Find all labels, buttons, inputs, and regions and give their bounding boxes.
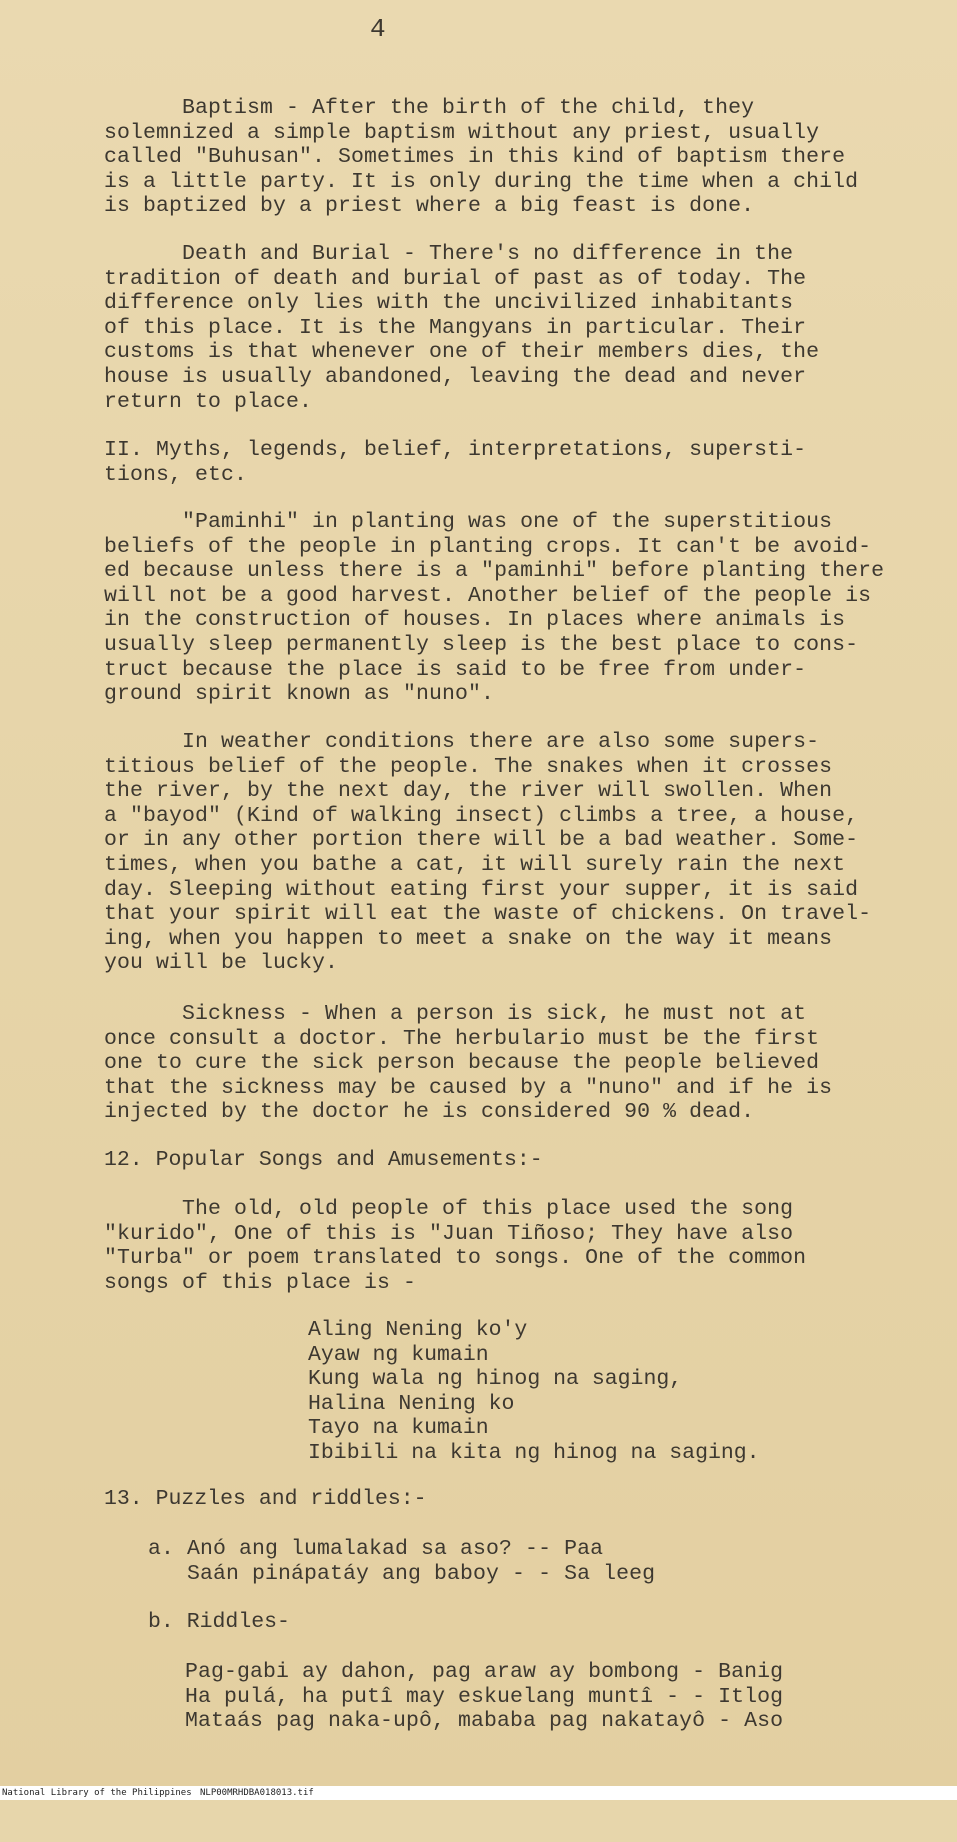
section-11-heading: [104, 438, 934, 487]
text-line: "Turba" or poem translated to songs. One of the common: [104, 1246, 807, 1271]
text-line: Death and Burial - There's no difference in the: [104, 242, 794, 266]
footer-filename: NLP00MRHDBA018013.tif: [200, 1788, 314, 1798]
paragraph-death-burial: [104, 242, 934, 414]
text-line: ground spirit known as "nuno".: [104, 682, 495, 707]
text-line: "Paminhi" in planting was one of the superstitious: [104, 510, 833, 534]
paragraph-songs-intro: [104, 1197, 934, 1295]
text-line: usually sleep permanently sleep is the best place to cons-: [104, 632, 859, 657]
text-line: will not be a good harvest. Another belief of the people is: [104, 583, 872, 608]
riddle-line: Pag-gabi ay dahon, pag araw ay bombong - Banig: [185, 1660, 784, 1684]
puzzle-line: a. Anó ang lumalakad sa aso? -- Paa: [148, 1537, 604, 1561]
text-line: customs is that whenever one of their members dies, the: [104, 340, 820, 365]
riddle-line: Mataás pag naka-upô, mababa pag nakatayô - Aso: [185, 1709, 784, 1734]
lyric-line: Halina Nening ko: [308, 1391, 515, 1416]
text-line: In weather conditions there are also some supers-: [104, 730, 820, 754]
riddle-line: Ha pulá, ha putî may eskuelang muntî - - Itlog: [185, 1684, 784, 1709]
text-line: you will be lucky.: [104, 951, 339, 976]
text-line: times, when you bathe a cat, it will surely rain the next: [104, 852, 846, 877]
page-number: 4: [370, 14, 386, 44]
lyric-line: Tayo na kumain: [308, 1416, 489, 1441]
text-line: is a little party. It is only during the time when a child: [104, 169, 859, 194]
text-line: II. Myths, legends, belief, interpretations, supersti-: [104, 438, 807, 462]
text-line: return to place.: [104, 389, 313, 414]
text-line: Baptism - After the birth of the child, they: [104, 96, 755, 120]
text-line: "kurido", One of this is "Juan Tiñoso; They have also: [104, 1221, 794, 1246]
text-line: Sickness - When a person is sick, he must not at: [104, 1002, 807, 1026]
text-line: difference only lies with the uncivilized inhabitants: [104, 291, 794, 316]
riddles-label: b. Riddles-: [148, 1610, 290, 1634]
paragraph-weather: [104, 730, 934, 976]
text-line: solemnized a simple baptism without any priest, usually: [104, 120, 820, 145]
text-line: songs of this place is -: [104, 1270, 417, 1295]
section-13-heading: 13. Puzzles and riddles:-: [104, 1487, 427, 1511]
text-line: ing, when you happen to meet a snake on the way it means: [104, 926, 833, 951]
text-line: that your spirit will eat the waste of chickens. On travel-: [104, 902, 872, 927]
paragraph-paminhi: [104, 510, 934, 707]
text-line: is baptized by a priest where a big feast is done.: [104, 194, 755, 219]
text-line: tions, etc.: [104, 462, 248, 487]
lyric-line: Ayaw ng kumain: [308, 1342, 489, 1367]
text-line: tradition of death and burial of past as of today. The: [104, 266, 807, 291]
puzzle-line: Saán pinápatáy ang baboy - - Sa leeg: [148, 1561, 656, 1586]
text-line: called "Buhusan". Sometimes in this kind of baptism there: [104, 145, 846, 170]
text-line: in the construction of houses. In places where animals is: [104, 608, 846, 633]
riddles-list: [185, 1660, 957, 1734]
section-12-heading: 12. Popular Songs and Amusements:-: [104, 1148, 543, 1172]
text-line: day. Sleeping without eating first your supper, it is said: [104, 877, 859, 902]
puzzles-list: [148, 1537, 957, 1586]
scan-footer: [0, 1786, 957, 1800]
lyric-line: Ibibili na kita ng hinog na saging.: [308, 1440, 760, 1465]
paragraph-sickness: [104, 1002, 934, 1125]
text-line: one to cure the sick person because the people believed: [104, 1051, 820, 1076]
text-line: once consult a doctor. The herbulario must be the first: [104, 1026, 820, 1051]
text-line: injected by the doctor he is considered 90 % dead.: [104, 1100, 755, 1125]
text-line: that the sickness may be caused by a "nuno" and if he is: [104, 1075, 833, 1100]
text-line: ed because unless there is a "paminhi" before planting there: [104, 559, 885, 584]
lyric-line: Kung wala ng hinog na saging,: [308, 1367, 683, 1392]
text-line: The old, old people of this place used the song: [104, 1197, 794, 1221]
text-line: or in any other portion there will be a bad weather. Some-: [104, 828, 859, 853]
text-line: beliefs of the people in planting crops. It can't be avoid-: [104, 534, 872, 559]
text-line: house is usually abandoned, leaving the dead and never: [104, 364, 807, 389]
text-line: truct because the place is said to be free from under-: [104, 657, 807, 682]
song-lyrics: [308, 1318, 760, 1466]
text-line: the river, by the next day, the river will swollen. When: [104, 779, 833, 804]
text-line: titious belief of the people. The snakes when it crosses: [104, 754, 833, 779]
paragraph-baptism: [104, 96, 934, 219]
text-line: of this place. It is the Mangyans in particular. Their: [104, 315, 807, 340]
lyric-line: Aling Nening ko'y: [308, 1318, 528, 1342]
text-line: a "bayod" (Kind of walking insect) climbs a tree, a house,: [104, 803, 859, 828]
footer-library: National Library of the Philippines: [2, 1788, 192, 1798]
